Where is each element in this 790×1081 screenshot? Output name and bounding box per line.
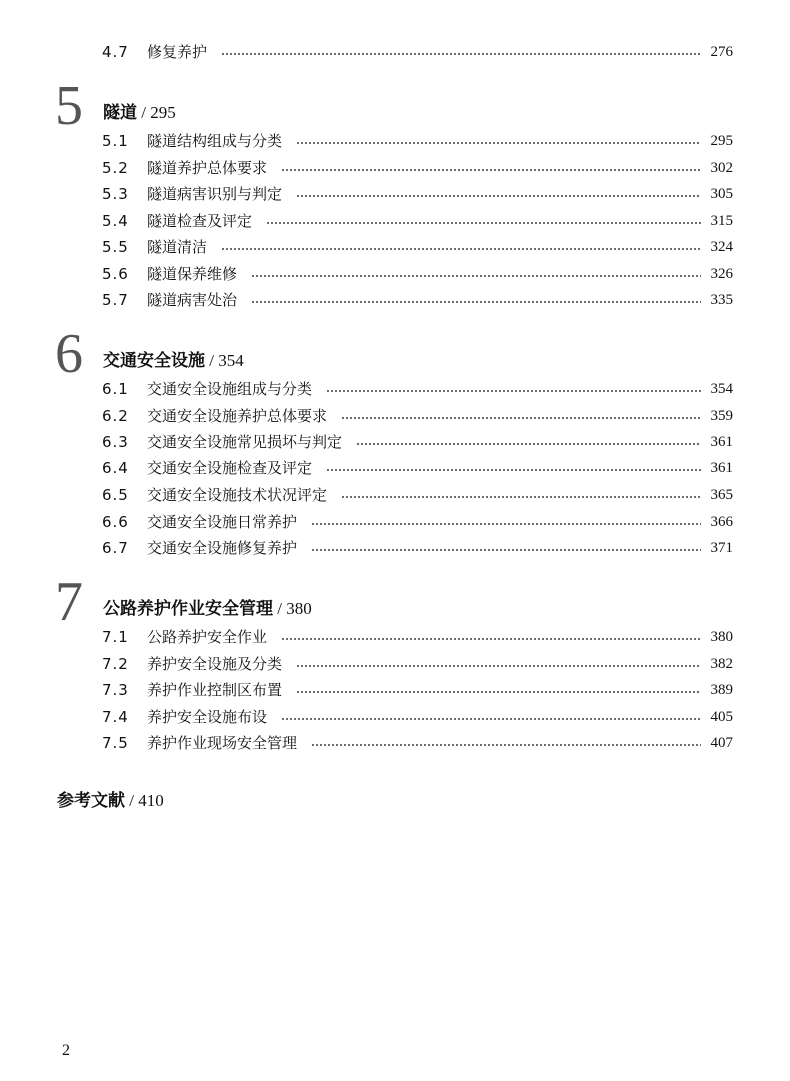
chapter-page: 295 (150, 103, 176, 122)
dot-leader (281, 638, 700, 640)
entry-title: 交通安全设施组成与分类 (147, 380, 313, 398)
entry-title: 交通安全设施检查及评定 (147, 459, 313, 477)
entry-page: 382 (710, 656, 733, 672)
dot-leader (311, 549, 700, 551)
chapter-number: 5 (55, 75, 83, 137)
toc-entry-5-6 (102, 262, 733, 286)
toc-entry-7-2 (102, 652, 733, 676)
dot-leader (221, 248, 700, 250)
entry-title: 交通安全设施技术状况评定 (147, 486, 328, 504)
toc-entry-6-3 (102, 430, 733, 454)
dot-leader (296, 665, 700, 667)
entry-page: 389 (710, 682, 733, 698)
entry-title: 修复养护 (147, 43, 208, 61)
toc-entry-5-7 (102, 288, 733, 312)
dot-leader (266, 222, 700, 224)
entry-page: 276 (710, 44, 733, 60)
entry-number: 5.5 (102, 238, 129, 256)
toc-entry-6-6 (102, 510, 733, 534)
toc-entry-6-2 (102, 404, 733, 428)
toc-entry-7-5 (102, 731, 733, 755)
dot-leader (221, 53, 700, 55)
entry-page: 405 (710, 709, 733, 725)
dot-leader (281, 718, 700, 720)
chapter-separator: / (273, 599, 287, 618)
entry-number: 5.1 (102, 132, 129, 150)
dot-leader (341, 417, 700, 419)
dot-leader (251, 301, 700, 303)
dot-leader (356, 443, 700, 445)
entry-number: 6.1 (102, 380, 129, 398)
toc-entry-6-5 (102, 483, 733, 507)
entry-page: 380 (710, 629, 733, 645)
entry-page: 324 (710, 239, 733, 255)
toc-entry-6-4 (102, 456, 733, 480)
entry-number: 7.3 (102, 681, 129, 699)
entry-title: 隧道结构组成与分类 (147, 132, 283, 150)
entry-number: 7.5 (102, 734, 129, 752)
chapter-title: 隧道 (103, 103, 137, 123)
entry-title: 养护作业控制区布置 (147, 681, 283, 699)
entry-title: 交通安全设施养护总体要求 (147, 407, 328, 425)
toc-entry-5-1 (102, 129, 733, 153)
toc-entry-7-4 (102, 705, 733, 729)
chapter-separator: / (205, 351, 219, 370)
entry-title: 养护安全设施布设 (147, 708, 268, 726)
entry-title: 隧道清洁 (147, 238, 208, 256)
entry-number: 5.7 (102, 291, 129, 309)
entry-title: 隧道病害处治 (147, 291, 238, 309)
entry-page: 365 (710, 487, 733, 503)
toc-entry-7-1 (102, 625, 733, 649)
entry-number: 5.6 (102, 265, 129, 283)
toc-entry-7-3 (102, 678, 733, 702)
entry-page: 302 (710, 160, 733, 176)
entry-number: 6.2 (102, 407, 129, 425)
toc-entry-6-7 (102, 536, 733, 560)
entry-number: 6.7 (102, 539, 129, 557)
entry-number: 6.6 (102, 513, 129, 531)
entry-title: 养护安全设施及分类 (147, 655, 283, 673)
chapter-title: 交通安全设施 (103, 351, 205, 371)
references-separator: / (125, 791, 139, 810)
toc-entry-4-7 (102, 40, 733, 64)
entry-title: 交通安全设施修复养护 (147, 539, 298, 557)
dot-leader (296, 142, 700, 144)
entry-title: 隧道检查及评定 (147, 212, 253, 230)
dot-leader (251, 275, 700, 277)
entry-title: 交通安全设施日常养护 (147, 513, 298, 531)
references-title: 参考文献 (57, 791, 125, 811)
dot-leader (341, 496, 700, 498)
entry-title: 隧道养护总体要求 (147, 159, 268, 177)
entry-number: 5.2 (102, 159, 129, 177)
dot-leader (311, 523, 700, 525)
chapter-page: 380 (286, 599, 312, 618)
entry-page: 361 (710, 460, 733, 476)
dot-leader (326, 390, 700, 392)
entry-page: 371 (710, 540, 733, 556)
entry-title: 隧道病害识别与判定 (147, 185, 283, 203)
toc-entry-5-2 (102, 156, 733, 180)
chapter-page: 354 (218, 351, 244, 370)
entry-number: 7.4 (102, 708, 129, 726)
entry-number: 6.4 (102, 459, 129, 477)
entry-page: 407 (710, 735, 733, 751)
entry-number: 7.1 (102, 628, 129, 646)
entry-page: 366 (710, 514, 733, 530)
toc-entry-5-5 (102, 235, 733, 259)
entry-number: 5.3 (102, 185, 129, 203)
entry-page: 335 (710, 292, 733, 308)
entry-page: 359 (710, 408, 733, 424)
page-number: 2 (62, 1042, 70, 1059)
entry-number: 6.3 (102, 433, 129, 451)
toc-entry-6-1 (102, 377, 733, 401)
entry-number: 6.5 (102, 486, 129, 504)
dot-leader (296, 691, 700, 693)
entry-page: 305 (710, 186, 733, 202)
chapter-number: 6 (55, 323, 83, 385)
chapter-separator: / (137, 103, 151, 122)
dot-leader (296, 195, 700, 197)
entry-page: 361 (710, 434, 733, 450)
entry-page: 354 (710, 381, 733, 397)
toc-entry-5-4 (102, 209, 733, 233)
entry-page: 295 (710, 133, 733, 149)
dot-leader (311, 744, 700, 746)
entry-title: 公路养护安全作业 (147, 628, 268, 646)
entry-title: 隧道保养维修 (147, 265, 238, 283)
entry-number: 4.7 (102, 43, 129, 61)
chapter-title: 公路养护作业安全管理 (103, 599, 273, 619)
toc-entry-5-3 (102, 182, 733, 206)
entry-number: 7.2 (102, 655, 129, 673)
entry-page: 326 (710, 266, 733, 282)
entry-number: 5.4 (102, 212, 129, 230)
dot-leader (326, 469, 700, 471)
chapter-number: 7 (55, 571, 83, 633)
entry-title: 交通安全设施常见损坏与判定 (147, 433, 343, 451)
references-page: 410 (138, 791, 164, 810)
references-heading (57, 786, 164, 811)
entry-page: 315 (710, 213, 733, 229)
dot-leader (281, 169, 700, 171)
entry-title: 养护作业现场安全管理 (147, 734, 298, 752)
